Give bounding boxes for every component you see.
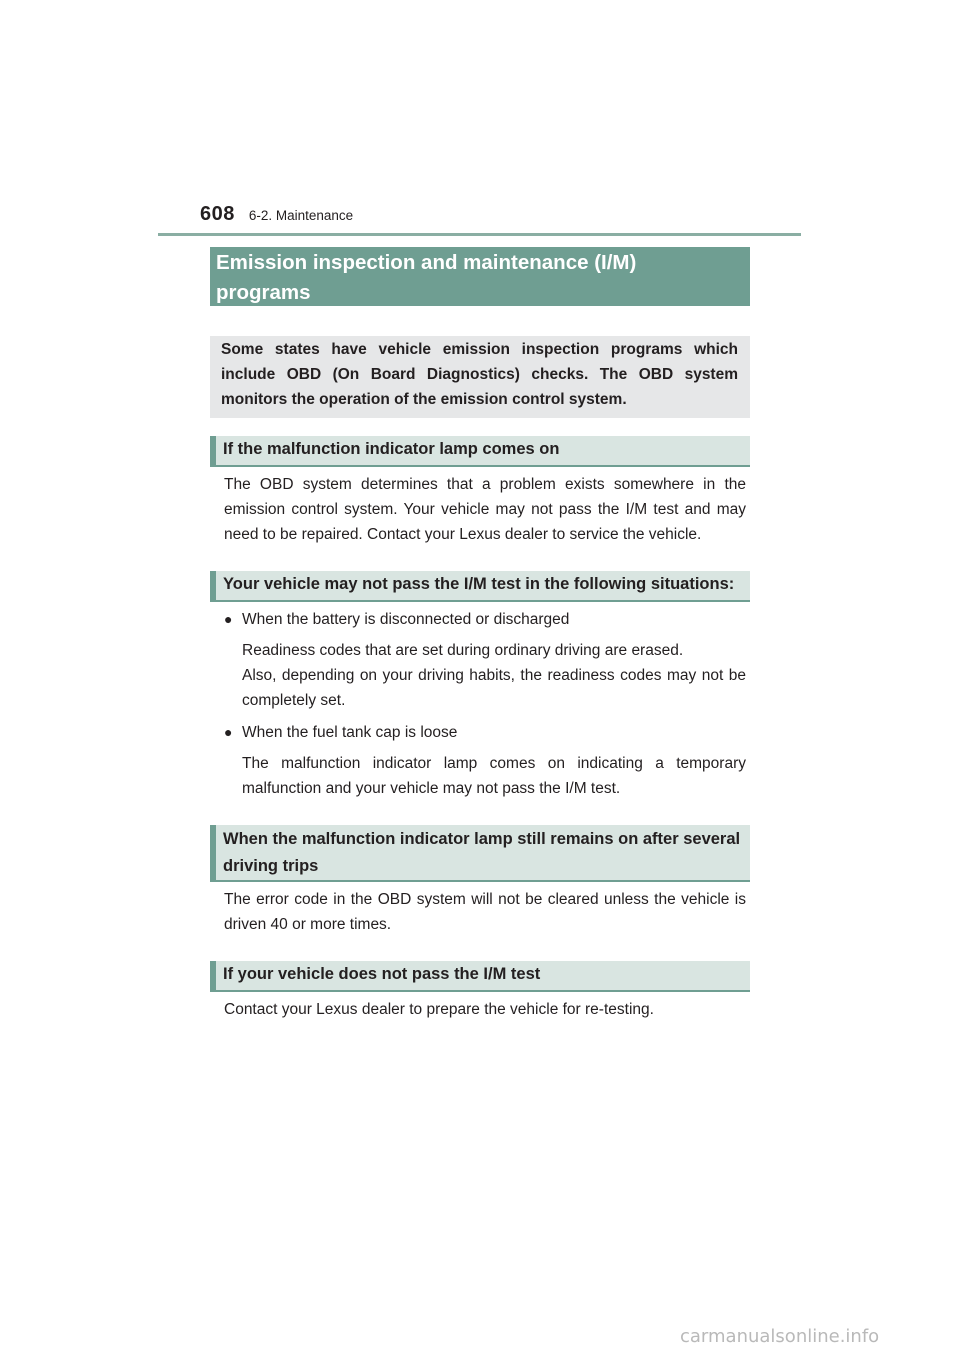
subheading-im-test-situations: Your vehicle may not pass the I/M test in the following situations: bbox=[210, 571, 750, 602]
paragraph-lamp-remains-on: The error code in the OBD system will not be cleared unless the vehicle is driven 40 or more times. bbox=[224, 891, 746, 933]
bullet-detail: The malfunction indicator lamp comes on indicating a temporary malfunction and your vehicle may not pass the I/M test. bbox=[242, 755, 746, 797]
subheading-does-not-pass: If your vehicle does not pass the I/M test bbox=[210, 961, 750, 992]
page-header bbox=[200, 203, 353, 231]
subheading-line-2: driving trips bbox=[223, 857, 319, 875]
paragraph-malfunction-lamp: The OBD system determines that a problem exists somewhere in the emission control system. Your vehicle may not pass the I/M test and may need to be repaired. Contact your Lexus dealer to service the vehicle. bbox=[224, 476, 746, 543]
page-title bbox=[210, 247, 750, 306]
header-divider bbox=[158, 233, 801, 236]
page-title-line-2: programs bbox=[216, 281, 311, 304]
bullet-label: When the fuel tank cap is loose bbox=[242, 724, 458, 741]
list-item bbox=[224, 720, 746, 745]
subheading-line-1: When the malfunction indicator lamp still remains on after several bbox=[223, 830, 741, 848]
bullet-detail: Readiness codes that are set during ordinary driving are erased. bbox=[242, 642, 684, 659]
subheading-lamp-remains-on bbox=[210, 825, 750, 882]
paragraph-does-not-pass: Contact your Lexus dealer to prepare the vehicle for re-testing. bbox=[224, 1001, 654, 1018]
page-number: 608 bbox=[200, 203, 235, 225]
bullet-detail: Also, depending on your driving habits, the readiness codes may not be completely set. bbox=[242, 667, 746, 709]
list-item bbox=[224, 607, 746, 632]
subheading-malfunction-lamp: If the malfunction indicator lamp comes on bbox=[210, 436, 750, 467]
page-title-line-1: Emission inspection and maintenance (I/M) bbox=[216, 251, 637, 274]
intro-box: Some states have vehicle emission inspection programs which include OBD (On Board Diagnostics) checks. The OBD system monitors the operation of the emission control system. bbox=[210, 336, 750, 418]
watermark: carmanualsonline.info bbox=[680, 1326, 880, 1347]
bullet-dot-icon: ● bbox=[224, 724, 233, 740]
section-reference: 6-2. Maintenance bbox=[248, 208, 354, 223]
bullet-label: When the battery is disconnected or discharged bbox=[242, 611, 570, 628]
bullet-dot-icon: ● bbox=[224, 611, 233, 627]
